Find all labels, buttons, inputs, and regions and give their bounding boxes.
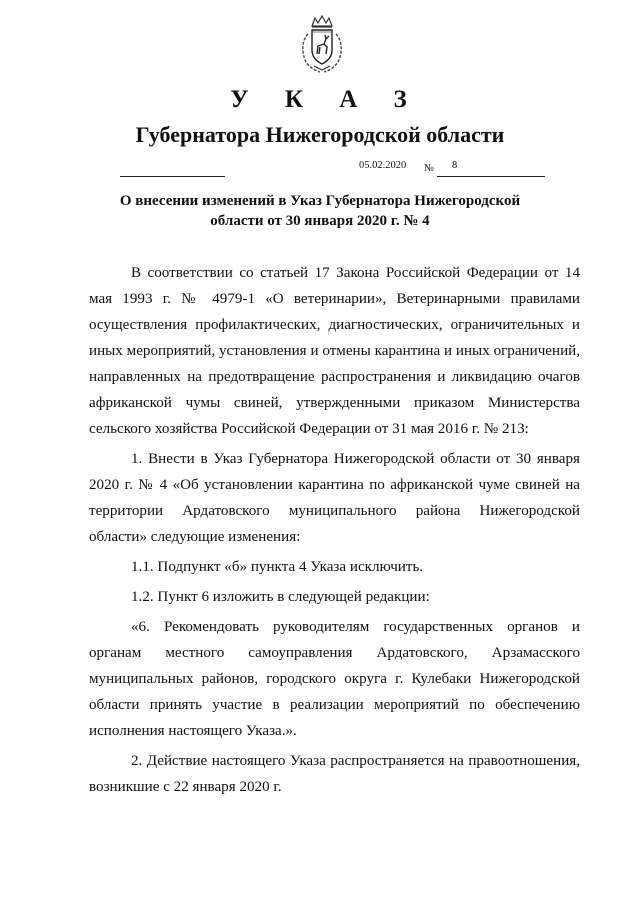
registration-date: 05.02.2020 [359,160,407,171]
document-type-title: У К А З [230,86,422,113]
paragraph-item-1-1: 1.1. Подпункт «б» пункта 4 Указа исключить. [131,559,424,575]
paragraph-item-6-quote: «6. Рекомендовать руководителям государственных органов и органам местного самоуправления Ардатовского, Арзамасского муниципальных районов, городского округа г. Кулебаки Нижегородской области принять участие в реализации мероприятий по обеспечению исполнения настоящего Указа.». [89,619,580,739]
document-heading [110,191,530,231]
paragraph-item-1: 1. Внести в Указ Губернатора Нижегородской области от 30 января 2020 г. № 4 «Об установлении карантина по африканской чуме свиней на территории Ардатовского муниципального района Нижегородской области» следующие изменения: [89,451,580,545]
document-body [89,260,580,800]
heading-line-2: области от 30 января 2020 г. № 4 [210,213,430,229]
paragraph-item-2: 2. Действие настоящего Указа распространяется на правоотношения, возникшие с 22 января 2020 г. [89,753,580,795]
registration-number-label: № [424,163,435,174]
paragraph-item-1-2: 1.2. Пункт 6 изложить в следующей редакции: [131,589,430,605]
issuer-title: Губернатора Нижегородской области [135,122,505,147]
coat-of-arms-emblem [298,14,346,74]
registration-number: 8 [452,160,458,171]
number-underline [437,176,545,177]
date-underline-left [120,176,225,177]
heading-line-1: О внесении изменений в Указ Губернатора Нижегородской [119,193,521,209]
preamble-paragraph: В соответствии со статьей 17 Закона Российской Федерации от 14 мая 1993 г. № 4979-1 «О ветеринарии», Ветеринарными правилами осуществления профилактических, диагностических, ограничительных и иных мероприятий, установления и отмены карантина и иных ограничений, направленных на предотвращение распространения и ликвидацию очагов африканской чумы свиней, утвержденными приказом Министерства сельского хозяйства Российской Федерации от 31 мая 2016 г. № 213: [89,265,580,437]
